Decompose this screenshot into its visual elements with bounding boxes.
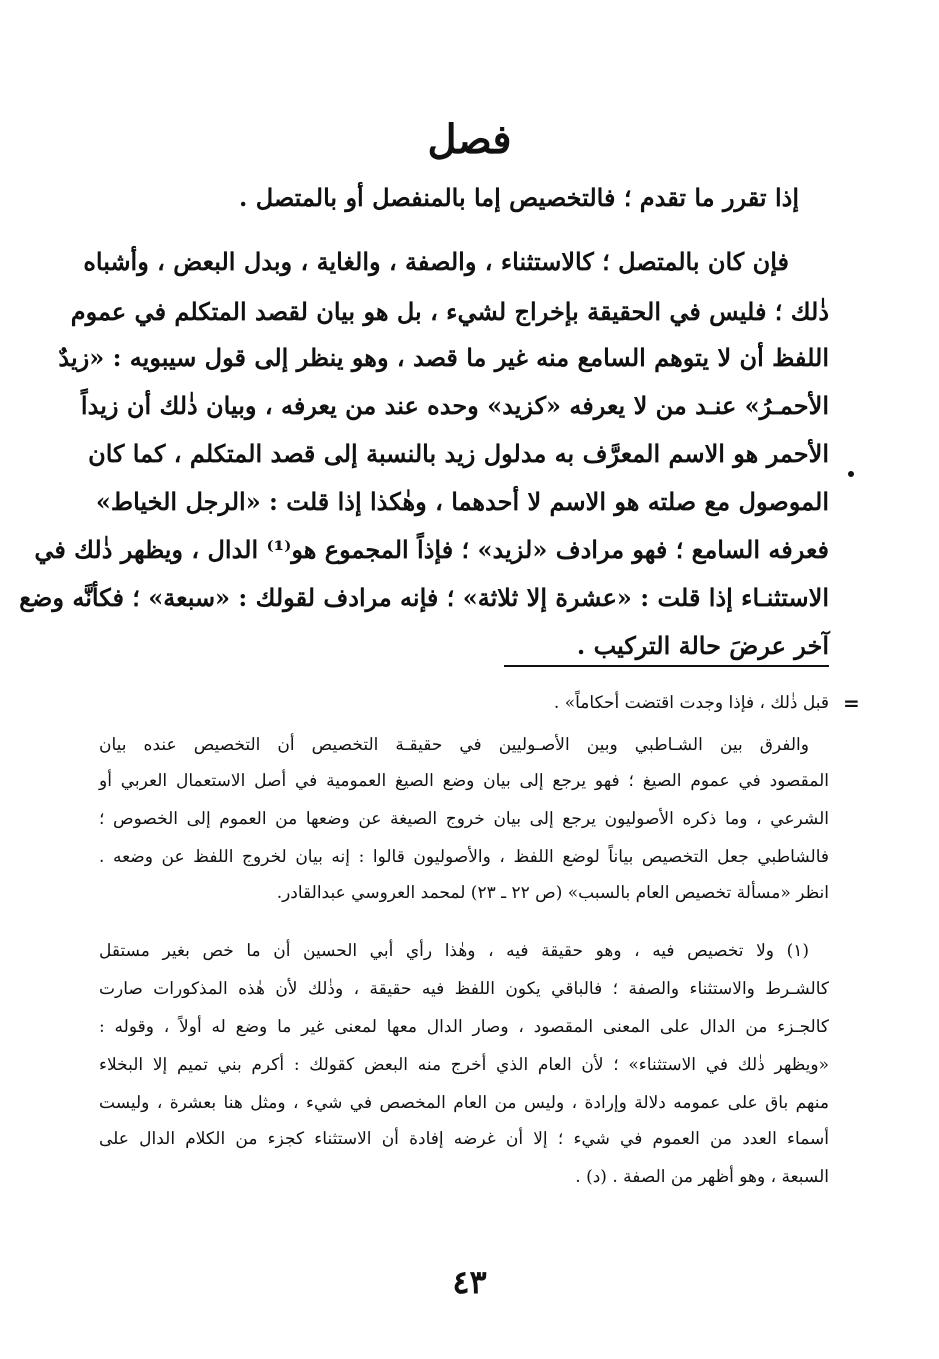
footnote-separator [504,665,829,667]
margin-dot [848,471,854,477]
footnote-1-line-3: كالجـزء من الدال على المعنى المقصود ، وصار الدال معها لمعنى غير ما وضع له أولاً ، وقوله : [99,1017,829,1037]
continuation-marker: = [843,691,860,715]
paragraph-line-8: الاستثنـاء إذا قلت : «عشرة إلا ثلاثة» ؛ فإنه مرادف لقولك : «سبعة» ؛ فكأنَّه وضع [19,583,829,612]
paragraph-line-2: ذٰلك ؛ فليس في الحقيقة بإخراج لشيء ، بل هو بيان لقصد المتكلم في عموم [70,297,829,326]
footnote-1-line-7: السبعة ، وهو أظهر من الصفة . (د) . [575,1167,829,1187]
page-number: ٤٣ [452,1263,487,1301]
footnote-1-line-4: «ويظهر ذٰلك في الاستثناء» ؛ لأن العام الذي أخرج منه البعض كقولك : أكرم بني تميم إلا البخلاء [99,1055,829,1075]
footnote-continued-line-2: والفرق بين الشـاطبي وبين الأصـوليين في حقيقـة التخصيص أن التخصيص عنده بيان [99,735,809,755]
paragraph-line-4: الأحمـرُ» عنـد من لا يعرفه «كزيد» وحده عند من يعرفه ، وبيان ذٰلك أن زيداً [80,391,829,420]
footnote-continued-line-3: المقصود في عموم الصيغ ؛ فهو يرجع إلى بيان وضع الصيغ العمومية في أصل الاستعمال العربي أو [99,771,829,791]
footnote-continued-line-6: انظر «مسألة تخصيص العام بالسبب» (ص ٢٢ ـ ٢٣) لمحمد العروسي عبدالقادر. [276,883,829,903]
intro-line: إذا تقرر ما تقدم ؛ فالتخصيص إما بالمنفصل أو بالمتصل . [238,183,799,212]
paragraph-line-9: آخر عرضَ حالة التركيب . [576,631,829,660]
footnote-1-line-5: منهم باق على عمومه دلالة وإرادة ، وليس من العام المخصص في شيء ، ومثل هنا بعشرة ، وليست [99,1093,829,1113]
footnote-continued-line-4: الشرعي ، وما ذكره الأصوليون يرجع إلى بيان خروج الصيغة عن وضعها من العموم إلى الخصوص ؛ [99,809,829,829]
footnote-1-line-2: كالشـرط والاستثناء والصفة ؛ فالباقي يكون اللفظ فيه حقيقة ، وذٰلك لأن هٰذه المذكورات صارت [99,979,829,999]
footnote-1-line-6: أسماء العدد من العموم في شيء ؛ إلا أن غرضه إفادة أن الاستثناء كجزء من الكلام الدال على [99,1129,829,1149]
paragraph-line-5: الأحمر هو الاسم المعرَّف به مدلول زيد بالنسبة إلى قصد المتكلم ، كما كان [88,439,829,468]
section-title: فصل [427,116,512,163]
footnote-continued-line-1: قبل ذٰلك ، فإذا وجدت اقتضت أحكاماً» . [553,693,829,713]
paragraph-line-7: فعرفه السامع ؛ فهو مرادف «لزيد» ؛ فإذاً المجموع هو⁽¹⁾ الدال ، ويظهر ذٰلك في [34,535,829,564]
paragraph-line-3: اللفظ أن لا يتوهم السامع منه غير ما قصد ، وهو ينظر إلى قول سيبويه : «زيدٌ [58,343,829,372]
paragraph-line-6: الموصول مع صلته هو الاسم لا أحدهما ، وهٰكذا إذا قلت : «الرجل الخياط» [95,487,829,516]
footnote-1-line-1: (١) ولا تخصيص فيه ، وهو حقيقة فيه ، وهٰذا رأي أبي الحسين أن ما خص بغير مستقل [99,941,809,961]
footnote-continued-line-5: فالشاطبي جعل التخصيص بياناً لوضع اللفظ ، والأصوليون قالوا : إنه بيان لخروج اللفظ عن وضعه . [99,847,829,867]
paragraph-line-1: فإن كان بالمتصل ؛ كالاستثناء ، والصفة ، والغاية ، وبدل البعض ، وأشباه [83,247,789,276]
